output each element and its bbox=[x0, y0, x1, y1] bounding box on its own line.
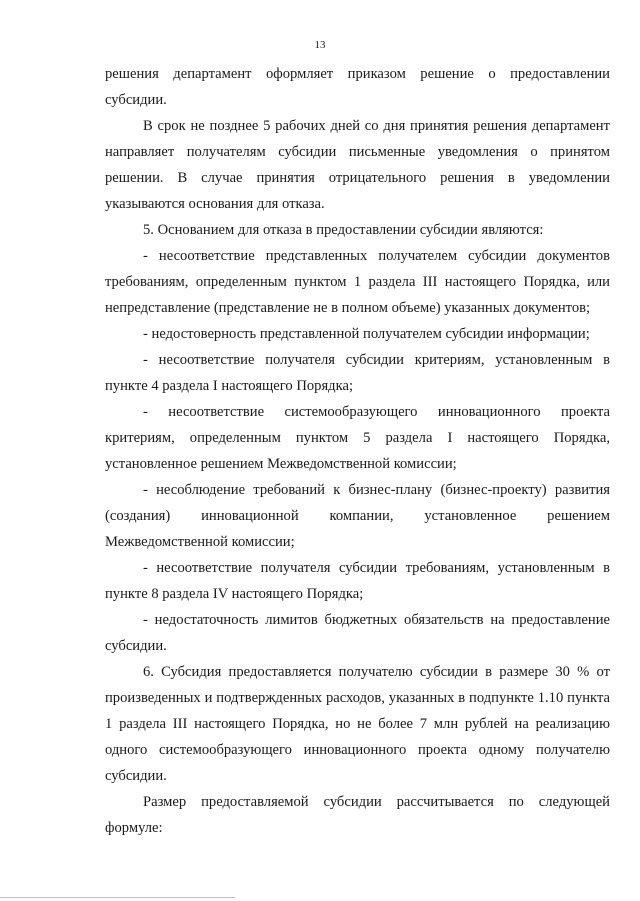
paragraph-notification-deadline: В срок не позднее 5 рабочих дней со дня принятия решения департамент направляет получателям субсидии письменные уведомления о принятом решении. В случае принятия отрицательного решения в уведомлении указываются основания для отказа. bbox=[105, 118, 610, 212]
paragraph-item-6-subsidy-size: 6. Субсидия предоставляется получателю субсидии в размере 30 % от произведенных и подтвержденных расходов, указанных в подпункте 1.10 пункта 1 раздела III настоящего Порядка, но не более 7 млн рублей на реализацию одного системообразующего инновационного проекта одному получателю субсидии. bbox=[105, 664, 610, 784]
bottom-divider bbox=[0, 897, 235, 898]
list-item-project-criteria: - несоответствие системообразующего инновационного проекта критериям, определенным пунктом 5 раздела I настоящего Порядка, установленное решением Межведомственной комиссии; bbox=[105, 404, 610, 472]
list-item-budget-limits: - недостаточность лимитов бюджетных обязательств на предоставление субсидии. bbox=[105, 612, 610, 654]
paragraph-continuation: решения департамент оформляет приказом решение о предоставлении субсидии. bbox=[105, 66, 610, 108]
page-number: 13 bbox=[314, 39, 326, 51]
list-item-unreliable-info: - недостоверность представленной получателем субсидии информации; bbox=[143, 326, 590, 342]
list-item-business-plan: - несоблюдение требований к бизнес-плану (бизнес-проекту) развития (создания) инновационной компании, установленное решением Межведомственной комиссии; bbox=[105, 482, 610, 550]
paragraph-formula-intro: Размер предоставляемой субсидии рассчитывается по следующей формуле: bbox=[105, 794, 610, 836]
list-item-recipient-criteria: - несоответствие получателя субсидии критериям, установленным в пункте 4 раздела I настоящего Порядка; bbox=[105, 352, 610, 394]
list-item-documents-mismatch: - несоответствие представленных получателем субсидии документов требованиям, определенным пунктом 1 раздела III настоящего Порядка, или непредставление (представление не в полном объеме) указанных документов; bbox=[105, 248, 610, 316]
paragraph-item-5-heading: 5. Основанием для отказа в предоставлении субсидии являются: bbox=[143, 222, 544, 238]
document-body bbox=[105, 61, 610, 841]
list-item-recipient-requirements: - несоответствие получателя субсидии требованиям, установленным в пункте 8 раздела IV настоящего Порядка; bbox=[105, 560, 610, 602]
